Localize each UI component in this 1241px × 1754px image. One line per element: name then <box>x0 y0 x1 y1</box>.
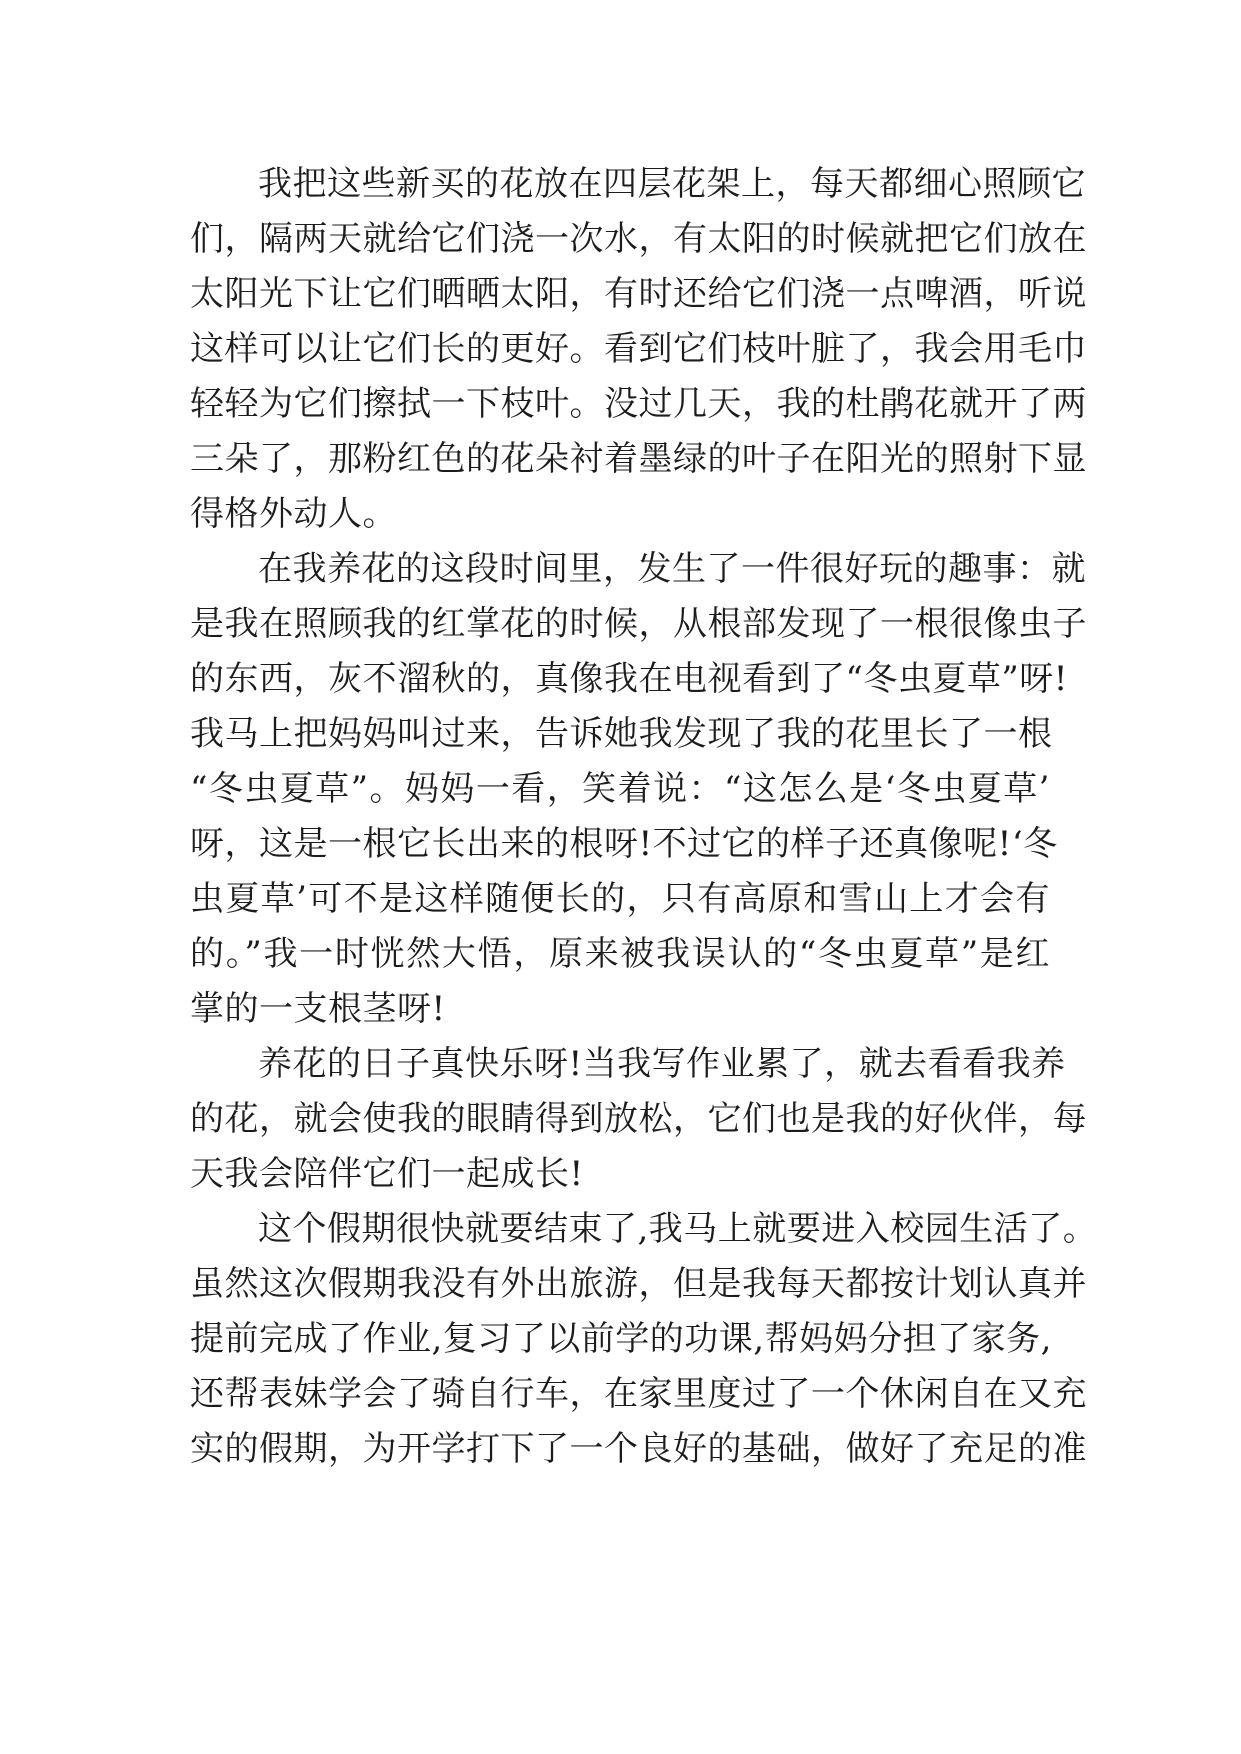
text-line: 太阳光下让它们晒晒太阳，有时还给它们浇一点啤酒，听说 <box>190 274 1087 314</box>
text-line: 是我在照顾我的红掌花的时候，从根部发现了一根很像虫子 <box>190 604 1087 644</box>
text-line: 还帮表妹学会了骑自行车，在家里度过了一个休闲自在又充 <box>190 1374 1087 1414</box>
text-line: 虽然这次假期我没有外出旅游，但是我每天都按计划认真并 <box>190 1264 1087 1304</box>
text-line: 轻轻为它们擦拭一下枝叶。没过几天，我的杜鹃花就开了两 <box>190 384 1087 424</box>
text-line: 的花，就会使我的眼睛得到放松，它们也是我的好伙伴，每 <box>190 1099 1087 1139</box>
text-line: 的。”我一时恍然大悟，原来被我误认的“冬虫夏草”是红 <box>190 934 1050 974</box>
text-line: 我马上把妈妈叫过来，告诉她我发现了我的花里长了一根 <box>190 714 1053 754</box>
text-line: 呀，这是一根它长出来的根呀!不过它的样子还真像呢!‘冬 <box>190 824 1058 864</box>
text-line: 这个假期很快就要结束了,我马上就要进入校园生活了。 <box>258 1209 1098 1249</box>
text-line: 养花的日子真快乐呀!当我写作业累了，就去看看我养 <box>258 1044 1066 1084</box>
text-line: 在我养花的这段时间里，发生了一件很好玩的趣事：就 <box>258 549 1086 589</box>
text-line: 掌的一支根茎呀! <box>190 989 446 1029</box>
text-line: 天我会陪伴它们一起成长! <box>190 1154 584 1194</box>
text-line: 得格外动人。 <box>190 494 397 534</box>
text-line: 我把这些新买的花放在四层花架上，每天都细心照顾它 <box>258 164 1086 204</box>
text-line: 提前完成了作业,复习了以前学的功课,帮妈妈分担了家务, <box>190 1319 1052 1359</box>
text-line: 的东西，灰不溜秋的，真像我在电视看到了“冬虫夏草”呀! <box>190 659 1068 699</box>
text-line: “冬虫夏草”。妈妈一看，笑着说：“这怎么是‘冬虫夏草’ <box>190 769 1050 809</box>
text-line: 虫夏草’可不是这样随便长的，只有高原和雪山上才会有 <box>190 879 1050 919</box>
text-line: 们，隔两天就给它们浇一次水，有太阳的时候就把它们放在 <box>190 219 1087 259</box>
text-line: 这样可以让它们长的更好。看到它们枝叶脏了，我会用毛巾 <box>190 329 1087 369</box>
text-line: 三朵了，那粉红色的花朵衬着墨绿的叶子在阳光的照射下显 <box>190 439 1087 479</box>
text-line: 实的假期，为开学打下了一个良好的基础，做好了充足的准 <box>190 1429 1087 1469</box>
